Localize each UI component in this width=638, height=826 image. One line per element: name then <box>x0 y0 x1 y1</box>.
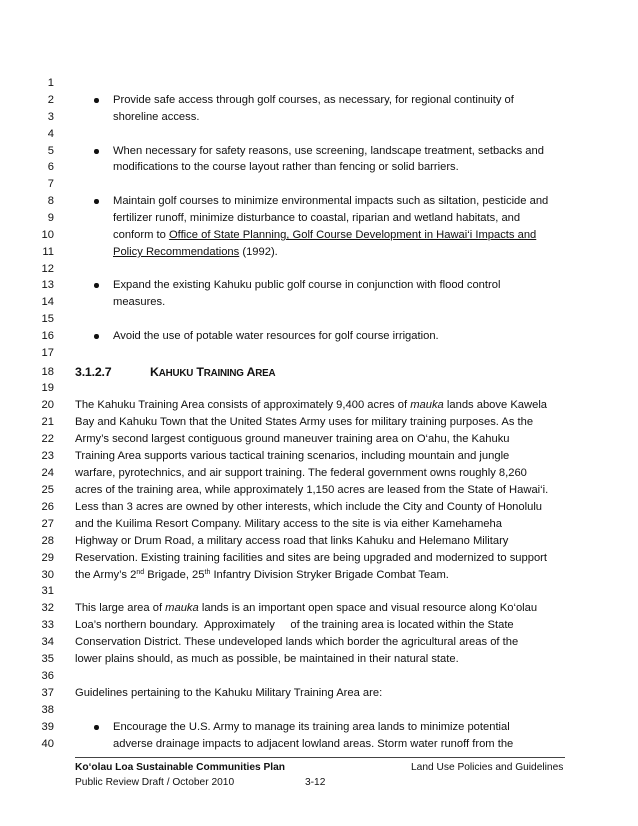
footer-chapter-title: Land Use Policies and Guidelines <box>411 762 564 773</box>
bullet-icon <box>93 278 101 286</box>
section-number: 3.1.2.7 <box>75 365 112 379</box>
line-number: 5 <box>47 145 54 157</box>
line-number: 6 <box>47 161 54 173</box>
paragraph-line: lower plains should, as much as possible, be maintained in their natural state. <box>75 653 459 665</box>
line-number: 2 <box>47 94 54 106</box>
line-number: 30 <box>41 569 54 581</box>
line-number: 25 <box>41 484 54 496</box>
paragraph-line: and the Kuilima Resort Company. Military access to the site is via either Kamehameha <box>75 518 502 530</box>
line-number: 40 <box>41 738 54 750</box>
bullet-text-prefix: conform to <box>113 229 169 241</box>
bullet-text: shoreline access. <box>113 111 200 123</box>
bullet-text <box>113 245 278 259</box>
line-number: 29 <box>41 552 54 564</box>
line-number: 21 <box>41 416 54 428</box>
line-number: 20 <box>41 399 54 411</box>
bullet-text <box>113 228 536 242</box>
section-title: KAHUKU TRAINING AREA <box>150 365 276 379</box>
footer-divider <box>75 757 565 758</box>
reference-link[interactable]: Office of State Planning, Golf Course Development in Hawai‘i Impacts and <box>168 229 537 241</box>
line-number: 31 <box>41 585 54 597</box>
paragraph-line: Bay and Kahuku Town that the United States Army uses for military training purposes. As the <box>75 416 534 428</box>
paragraph-line: Highway or Drum Road, a military access road that links Kahuku and Helemano Military <box>75 535 509 547</box>
page-number: 3-12 <box>305 777 326 788</box>
footer-plan-title: Ko‘olau Loa Sustainable Communities Plan <box>75 762 286 773</box>
bullet-text: adverse drainage impacts to adjacent lowland areas. Storm water runoff from the <box>113 738 514 750</box>
bullet-icon <box>93 93 101 101</box>
line-number: 14 <box>41 296 54 308</box>
bullet-icon <box>93 329 101 337</box>
line-number: 11 <box>42 246 54 258</box>
line-number: 39 <box>41 721 54 733</box>
line-number: 35 <box>41 653 54 665</box>
line-number: 33 <box>41 619 54 631</box>
line-number: 19 <box>41 382 54 394</box>
bullet-text: Encourage the U.S. Army to manage its training area lands to minimize potential <box>113 721 510 733</box>
line-number: 1 <box>47 77 54 89</box>
paragraph-line: Loa’s northern boundary. Approximately of the training area is located within the State <box>75 619 514 631</box>
line-number: 9 <box>47 212 54 224</box>
line-number: 13 <box>41 279 54 291</box>
paragraph-line: The Kahuku Training Area consists of approximately 9,400 acres of mauka lands above Kawela <box>75 399 548 411</box>
paragraph-line: Less than 3 acres are owned by other interests, which include the City and County of Honolulu <box>75 501 543 513</box>
bullet-text-suffix: (1992). <box>239 246 278 258</box>
line-number: 15 <box>41 313 54 325</box>
paragraph-line: the Army’s 2nd Brigade, 25th Infantry Division Stryker Brigade Combat Team. <box>75 569 449 581</box>
bullet-text: When necessary for safety reasons, use screening, landscape treatment, setbacks and <box>113 145 544 157</box>
bullet-text: Expand the existing Kahuku public golf course in conjunction with flood control <box>113 279 501 291</box>
bullet-icon <box>93 720 101 728</box>
paragraph-line: Conservation District. These undeveloped lands which border the agricultural areas of the <box>75 636 519 648</box>
guidelines-intro: Guidelines pertaining to the Kahuku Military Training Area are: <box>75 687 383 699</box>
line-number: 12 <box>41 263 54 275</box>
line-number: 8 <box>47 195 54 207</box>
line-number: 4 <box>47 128 54 140</box>
paragraph-line: Army’s second largest contiguous ground maneuver training area on O‘ahu, the Kahuku <box>75 433 510 445</box>
line-number: 17 <box>41 347 54 359</box>
paragraph-line: acres of the training area, while approximately 1,150 acres are leased from the State of Hawai‘i. <box>75 484 549 496</box>
bullet-text: Provide safe access through golf courses, as necessary, for regional continuity of <box>113 94 514 106</box>
reference-link[interactable]: Policy Recommendations <box>113 246 240 258</box>
footer-draft-date: Public Review Draft / October 2010 <box>75 777 235 788</box>
line-number: 3 <box>47 111 54 123</box>
line-number: 28 <box>41 535 54 547</box>
line-number: 32 <box>41 602 54 614</box>
line-number: 36 <box>41 670 54 682</box>
bullet-text: measures. <box>113 296 166 308</box>
paragraph-line: Training Area supports various tactical training scenarios, including mountain and jungle <box>75 450 510 462</box>
line-number: 34 <box>41 636 54 648</box>
bullet-text: Avoid the use of potable water resources for golf course irrigation. <box>113 330 439 342</box>
bullet-text: modifications to the course layout rather than fencing or solid barriers. <box>113 161 459 173</box>
line-number: 7 <box>47 178 54 190</box>
bullet-text: Maintain golf courses to minimize environmental impacts such as siltation, pesticide and <box>113 195 549 207</box>
line-number: 23 <box>41 450 54 462</box>
line-number: 22 <box>41 433 54 445</box>
bullet-icon <box>93 144 101 152</box>
bullet-icon <box>93 194 101 202</box>
line-number: 24 <box>41 467 54 479</box>
line-number: 10 <box>41 229 54 241</box>
paragraph-line: warfare, pyrotechnics, and air support training. The federal government owns roughly 8,260 <box>75 467 527 479</box>
line-number: 26 <box>41 501 54 513</box>
line-number: 18 <box>41 366 54 378</box>
line-number: 37 <box>41 687 54 699</box>
line-number: 27 <box>41 518 54 530</box>
paragraph-line: Reservation. Existing training facilities and sites are being upgraded and modernized to support <box>75 552 548 564</box>
bullet-text: fertilizer runoff, minimize disturbance to coastal, riparian and wetland habitats, and <box>113 212 521 224</box>
line-number: 38 <box>41 704 54 716</box>
line-number: 16 <box>41 330 54 342</box>
paragraph-line: This large area of mauka lands is an important open space and visual resource along Ko‘olau <box>75 602 538 614</box>
